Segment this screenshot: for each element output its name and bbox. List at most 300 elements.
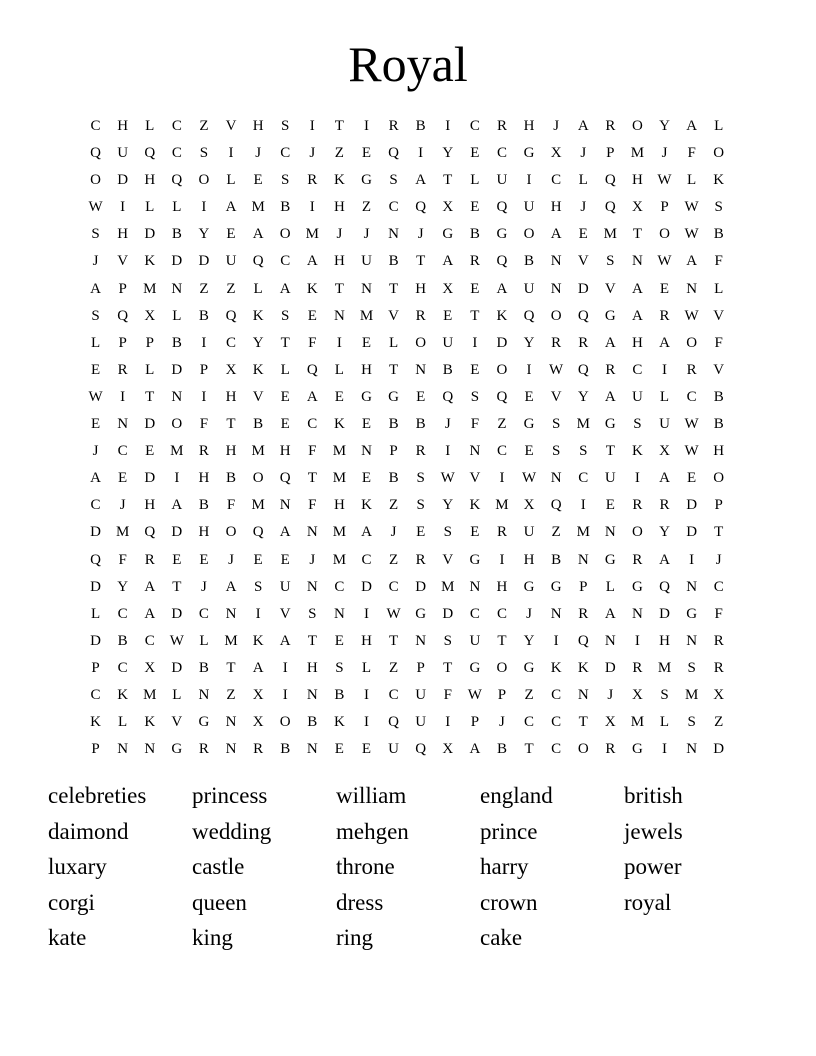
grid-letter: X xyxy=(523,497,535,514)
grid-letter: Z xyxy=(714,714,724,731)
grid-letter: L xyxy=(714,280,724,297)
grid-letter: Z xyxy=(361,199,372,216)
grid-letter: A xyxy=(361,524,372,541)
grid-letter: C xyxy=(117,659,128,676)
grid-letter: I xyxy=(363,118,369,134)
grid-letter: N xyxy=(415,632,427,649)
grid-letter: K xyxy=(333,416,345,433)
grid-letter: E xyxy=(253,172,263,189)
grid-letter: R xyxy=(578,605,589,622)
grid-letter: L xyxy=(90,605,101,622)
grid-letter: K xyxy=(496,307,508,324)
grid-letter: C xyxy=(388,578,399,595)
grid-letter: C xyxy=(551,172,562,189)
grid-letter: L xyxy=(687,172,697,189)
grid-letter: L xyxy=(388,334,399,351)
grid-letter: R xyxy=(713,659,724,676)
grid-letter: E xyxy=(416,524,426,541)
grid-letter: I xyxy=(526,361,532,378)
grid-letter: D xyxy=(171,253,183,270)
grid-letter: N xyxy=(604,632,616,649)
grid-letter: A xyxy=(604,605,616,622)
grid-letter: V xyxy=(117,253,129,270)
grid-letter: N xyxy=(388,226,399,243)
grid-letter: X xyxy=(713,686,725,703)
word-list-item: princess xyxy=(192,783,268,808)
grid-letter: G xyxy=(469,659,481,676)
grid-letter: S xyxy=(687,659,696,676)
grid-letter: E xyxy=(199,551,209,568)
grid-letter: Q xyxy=(496,388,508,405)
grid-letter: S xyxy=(91,226,100,243)
grid-letter: C xyxy=(280,253,291,270)
grid-letter: V xyxy=(604,280,616,297)
grid-letter: S xyxy=(714,199,723,216)
grid-letter: X xyxy=(252,714,264,731)
grid-letter: R xyxy=(713,632,724,649)
grid-letter: O xyxy=(713,470,725,487)
grid-letter: E xyxy=(416,388,426,405)
grid-letter: D xyxy=(686,524,698,541)
grid-letter: G xyxy=(604,416,616,433)
grid-letter: F xyxy=(714,334,723,351)
grid-letter: H xyxy=(550,199,562,216)
grid-letter: Z xyxy=(199,280,209,297)
grid-letter: D xyxy=(117,172,129,189)
grid-letter: I xyxy=(445,714,451,731)
grid-letter: W xyxy=(386,605,401,622)
grid-letter: N xyxy=(361,443,372,460)
grid-letter: S xyxy=(308,605,317,622)
grid-letter: B xyxy=(524,253,535,270)
grid-letter: S xyxy=(389,172,398,189)
grid-letter: S xyxy=(633,416,642,433)
grid-letter: I xyxy=(499,551,505,568)
grid-letter: H xyxy=(361,632,372,649)
grid-letter: M xyxy=(305,226,319,243)
grid-letter: N xyxy=(279,497,291,514)
word-list-item: harry xyxy=(480,854,529,880)
grid-letter: K xyxy=(361,497,372,514)
grid-letter: V xyxy=(469,470,481,487)
grid-letter: M xyxy=(332,443,347,460)
grid-letter: Q xyxy=(523,307,535,324)
grid-letter: K xyxy=(333,714,345,731)
grid-letter: W xyxy=(521,470,537,487)
grid-letter: E xyxy=(280,551,290,568)
grid-letter: R xyxy=(605,741,616,758)
grid-letter: E xyxy=(470,145,480,162)
grid-letter: U xyxy=(415,714,427,731)
grid-letter: C xyxy=(198,605,209,622)
grid-letter: D xyxy=(496,334,508,351)
grid-letter: H xyxy=(333,199,345,216)
grid-letter: D xyxy=(713,741,725,758)
grid-letter: G xyxy=(523,659,535,676)
grid-letter: Z xyxy=(199,118,209,134)
grid-letter: I xyxy=(445,118,451,134)
word-list-item: england xyxy=(480,783,553,808)
grid-letter: Q xyxy=(442,388,454,405)
grid-letter: W xyxy=(684,416,699,433)
grid-letter: I xyxy=(472,334,478,351)
grid-letter: F xyxy=(687,145,696,162)
grid-letter: A xyxy=(90,470,101,487)
grid-letter: G xyxy=(415,605,427,622)
grid-letter: J xyxy=(336,226,343,243)
word-list-item: cake xyxy=(480,925,523,951)
grid-letter: C xyxy=(334,578,345,595)
grid-letter: X xyxy=(225,361,237,378)
grid-letter: I xyxy=(662,361,668,378)
grid-letter: K xyxy=(90,714,101,731)
grid-letter: N xyxy=(415,361,427,378)
grid-letter: H xyxy=(252,118,264,134)
grid-letter: E xyxy=(280,388,290,405)
grid-letter: P xyxy=(199,361,209,378)
grid-letter: A xyxy=(659,470,670,487)
grid-letter: T xyxy=(280,334,290,351)
grid-letter: V xyxy=(171,714,183,731)
grid-letter: A xyxy=(171,497,183,514)
grid-letter: M xyxy=(170,443,184,460)
grid-letter: M xyxy=(251,497,265,514)
grid-letter: A xyxy=(442,253,454,270)
grid-letter: Q xyxy=(415,199,427,216)
grid-letter: H xyxy=(279,443,291,460)
grid-row xyxy=(82,438,732,465)
grid-letter: G xyxy=(686,605,698,622)
grid-letter: J xyxy=(92,253,99,270)
grid-letter: P xyxy=(714,497,723,514)
grid-letter: C xyxy=(90,497,101,514)
grid-letter: R xyxy=(198,443,209,460)
word-list-item: kate xyxy=(48,925,87,951)
grid-letter: L xyxy=(361,659,372,676)
grid-letter: V xyxy=(442,551,454,568)
word-list-item: prince xyxy=(480,818,538,844)
grid-letter: U xyxy=(415,686,427,703)
grid-letter: A xyxy=(686,118,698,134)
grid-row xyxy=(82,465,732,492)
grid-letter: D xyxy=(415,578,427,595)
grid-letter: Y xyxy=(659,118,670,134)
grid-letter: L xyxy=(226,172,236,189)
grid-letter: V xyxy=(577,253,589,270)
grid-letter: I xyxy=(309,118,315,134)
grid-letter: N xyxy=(198,686,210,703)
grid-letter: S xyxy=(199,145,209,162)
grid-letter: H xyxy=(523,551,535,568)
grid-letter: E xyxy=(470,199,480,216)
grid-letter: V xyxy=(550,388,562,405)
grid-letter: Q xyxy=(496,199,508,216)
word-list-item: queen xyxy=(192,889,247,915)
grid-letter: R xyxy=(307,172,318,189)
grid-letter: N xyxy=(333,605,345,622)
grid-letter: J xyxy=(228,551,234,568)
grid-letter: L xyxy=(90,334,101,351)
grid-letter: Q xyxy=(279,470,291,487)
grid-letter: R xyxy=(659,497,670,514)
grid-letter: A xyxy=(659,551,670,568)
grid-row xyxy=(82,574,732,601)
grid-letter: Z xyxy=(497,416,507,433)
grid-letter: I xyxy=(120,199,126,216)
grid-letter: W xyxy=(684,199,699,216)
grid-letter: G xyxy=(523,416,535,433)
grid-letter: X xyxy=(252,686,264,703)
grid-letter: I xyxy=(201,199,207,216)
grid-letter: R xyxy=(388,118,399,134)
grid-letter: G xyxy=(496,226,508,243)
grid-letter: O xyxy=(225,524,237,541)
grid-letter: E xyxy=(361,741,372,758)
grid-letter: O xyxy=(632,118,643,134)
grid-letter: D xyxy=(171,524,183,541)
grid-letter: N xyxy=(469,578,481,595)
grid-row xyxy=(82,411,732,438)
grid-letter: D xyxy=(90,524,101,541)
grid-letter: S xyxy=(335,659,344,676)
word-list-item: power xyxy=(624,854,682,880)
grid-letter: L xyxy=(172,307,182,324)
grid-letter: M xyxy=(332,524,347,541)
grid-row xyxy=(82,384,732,411)
grid-letter: J xyxy=(607,686,614,703)
grid-letter: E xyxy=(687,470,697,487)
grid-letter: Z xyxy=(226,280,236,297)
grid-row xyxy=(82,519,732,546)
grid-row xyxy=(82,303,732,330)
grid-letter: X xyxy=(442,280,454,297)
grid-letter: N xyxy=(632,605,643,622)
grid-letter: D xyxy=(144,416,156,433)
word-list-item: daimond xyxy=(48,818,129,844)
grid-letter: F xyxy=(308,443,317,460)
grid-letter: C xyxy=(90,686,101,703)
grid-letter: P xyxy=(145,334,154,351)
grid-letter: R xyxy=(686,361,697,378)
grid-letter: C xyxy=(280,145,291,162)
grid-letter: L xyxy=(714,118,724,134)
word-list-item: mehgen xyxy=(336,818,409,844)
grid-letter: H xyxy=(659,632,670,649)
grid-row xyxy=(82,492,732,519)
grid-letter: P xyxy=(660,199,669,216)
grid-letter: O xyxy=(686,334,698,351)
grid-letter: E xyxy=(145,443,155,460)
word-list xyxy=(48,781,768,959)
grid-letter: N xyxy=(306,524,318,541)
grid-letter: R xyxy=(496,524,507,541)
grid-letter: J xyxy=(201,578,207,595)
grid-letter: K xyxy=(306,280,318,297)
grid-letter: Q xyxy=(225,307,237,324)
grid-letter: L xyxy=(280,361,290,378)
grid-letter: R xyxy=(551,334,562,351)
grid-letter: J xyxy=(255,145,262,162)
grid-letter: N xyxy=(171,388,183,405)
grid-letter: M xyxy=(359,307,374,324)
grid-letter: C xyxy=(307,416,318,433)
grid-letter: E xyxy=(659,280,670,297)
grid-letter: N xyxy=(225,605,237,622)
grid-letter: S xyxy=(551,443,561,460)
grid-letter: I xyxy=(662,741,668,758)
grid-letter: Q xyxy=(90,551,101,568)
grid-letter: L xyxy=(118,714,128,731)
grid-letter: E xyxy=(361,470,372,487)
grid-letter: O xyxy=(632,524,643,541)
grid-letter: E xyxy=(307,307,317,324)
grid-letter: B xyxy=(280,199,291,216)
grid-letter: K xyxy=(469,497,481,514)
grid-letter: B xyxy=(713,388,724,405)
word-list-item: british xyxy=(624,783,683,808)
grid-letter: U xyxy=(225,253,237,270)
grid-letter: A xyxy=(604,334,616,351)
grid-letter: W xyxy=(684,307,699,324)
grid-letter: G xyxy=(171,741,183,758)
grid-letter: J xyxy=(661,145,668,162)
grid-letter: T xyxy=(605,443,615,460)
grid-row xyxy=(82,547,732,574)
grid-letter: S xyxy=(579,443,588,460)
grid-letter: R xyxy=(605,361,616,378)
grid-letter: M xyxy=(495,497,509,514)
grid-letter: A xyxy=(659,334,670,351)
grid-row xyxy=(82,167,732,194)
grid-letter: H xyxy=(198,524,210,541)
grid-letter: W xyxy=(169,632,184,649)
grid-letter: C xyxy=(524,714,535,731)
grid-letter: M xyxy=(630,714,645,731)
grid-letter: N xyxy=(550,280,562,297)
grid-letter: P xyxy=(497,686,507,703)
grid-letter: X xyxy=(442,199,454,216)
grid-letter: I xyxy=(634,470,640,487)
grid-letter: C xyxy=(171,118,182,134)
grid-letter: O xyxy=(252,470,264,487)
grid-letter: X xyxy=(144,659,156,676)
grid-letter: Y xyxy=(198,226,210,243)
grid-letter: R xyxy=(415,551,426,568)
grid-letter: B xyxy=(280,741,291,758)
grid-letter: A xyxy=(632,280,643,297)
grid-letter: Q xyxy=(604,199,616,216)
grid-letter: K xyxy=(632,443,643,460)
grid-letter: A xyxy=(225,578,237,595)
grid-letter: B xyxy=(198,497,209,514)
grid-letter: A xyxy=(279,632,291,649)
grid-letter: Q xyxy=(550,497,562,514)
grid-letter: I xyxy=(526,172,532,189)
grid-letter: K xyxy=(144,253,156,270)
grid-letter: S xyxy=(281,172,290,189)
grid-letter: F xyxy=(226,497,236,514)
grid-row xyxy=(82,628,732,655)
grid-letter: U xyxy=(523,524,535,541)
grid-letter: E xyxy=(605,497,615,514)
grid-letter: T xyxy=(470,307,480,324)
word-list-item: wedding xyxy=(192,818,272,844)
grid-letter: N xyxy=(550,253,562,270)
grid-letter: D xyxy=(198,253,210,270)
grid-letter: G xyxy=(523,145,535,162)
grid-letter: S xyxy=(253,578,263,595)
word-list-item: crown xyxy=(480,889,538,915)
grid-letter: T xyxy=(443,172,453,189)
grid-letter: C xyxy=(496,443,507,460)
grid-letter: Y xyxy=(523,334,535,351)
grid-letter: H xyxy=(632,334,643,351)
grid-letter: G xyxy=(469,551,481,568)
grid-letter: H xyxy=(144,172,156,189)
grid-letter: S xyxy=(551,416,561,433)
grid-letter: C xyxy=(496,145,507,162)
grid-letter: M xyxy=(332,551,347,568)
grid-letter: J xyxy=(119,497,126,514)
grid-letter: B xyxy=(253,416,264,433)
word-list-item: throne xyxy=(336,854,395,880)
grid-letter: Q xyxy=(252,253,264,270)
grid-letter: O xyxy=(713,145,725,162)
grid-letter: L xyxy=(470,172,480,189)
grid-letter: T xyxy=(388,632,399,649)
grid-letter: I xyxy=(255,605,261,622)
grid-letter: J xyxy=(553,118,560,134)
grid-letter: B xyxy=(334,686,345,703)
grid-letter: R xyxy=(415,443,426,460)
grid-letter: M xyxy=(576,524,590,541)
grid-letter: F xyxy=(714,605,723,622)
grid-letter: L xyxy=(172,199,182,216)
grid-letter: N xyxy=(550,605,562,622)
grid-letter: G xyxy=(550,578,562,595)
grid-letter: X xyxy=(659,443,670,460)
grid-letter: U xyxy=(117,145,129,162)
grid-letter: M xyxy=(115,524,130,541)
grid-letter: R xyxy=(632,497,643,514)
grid-letter: W xyxy=(467,686,482,703)
grid-letter: P xyxy=(579,578,588,595)
grid-letter: R xyxy=(144,551,155,568)
grid-letter: T xyxy=(524,741,534,758)
grid-letter: X xyxy=(550,145,562,162)
grid-letter: T xyxy=(632,226,642,243)
grid-letter: U xyxy=(659,416,670,433)
grid-letter: N xyxy=(604,524,616,541)
grid-letter: C xyxy=(388,199,399,216)
grid-letter: Q xyxy=(604,172,616,189)
grid-letter: Z xyxy=(334,145,344,162)
grid-letter: Q xyxy=(90,145,101,162)
grid-letter: J xyxy=(92,443,99,460)
grid-letter: P xyxy=(91,741,100,758)
grid-letter: B xyxy=(388,470,399,487)
word-list-item: celebreties xyxy=(48,783,147,808)
grid-letter: F xyxy=(118,551,127,568)
grid-letter: P xyxy=(118,280,127,297)
grid-letter: S xyxy=(91,307,100,324)
grid-letter: Q xyxy=(577,307,589,324)
grid-letter: N xyxy=(117,741,129,758)
grid-letter: P xyxy=(389,443,398,460)
grid-letter: P xyxy=(606,145,615,162)
grid-letter: U xyxy=(604,470,616,487)
grid-letter: D xyxy=(361,578,372,595)
